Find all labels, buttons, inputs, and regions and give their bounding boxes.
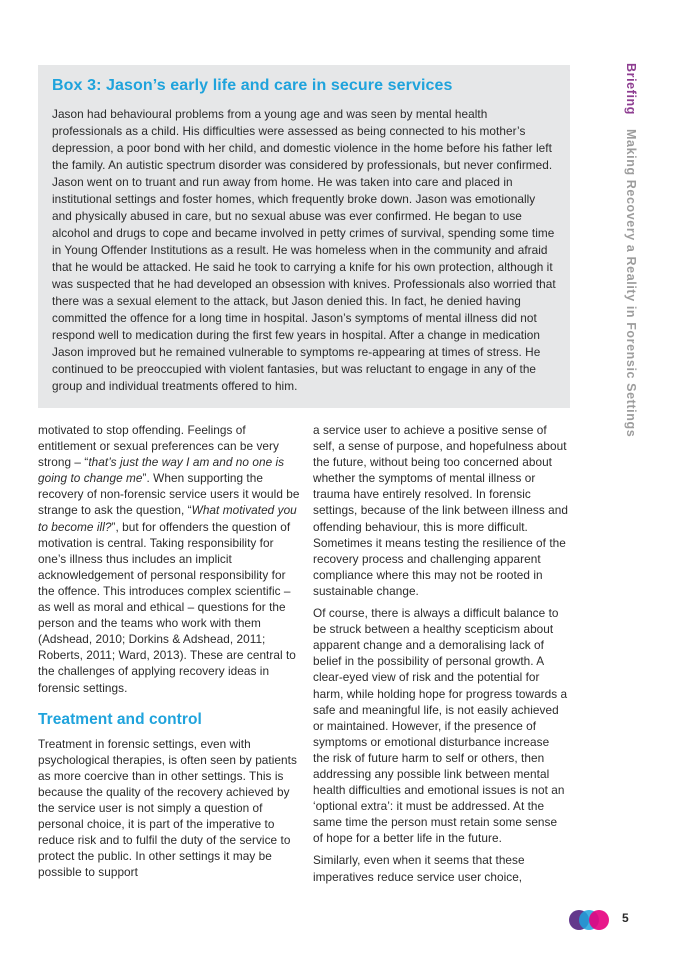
case-study-heading: Box 3: Jason’s early life and care in secure services xyxy=(52,77,453,94)
running-header-title: Making Recovery a Reality in Forensic Settings xyxy=(624,129,638,438)
brand-logo-icon xyxy=(568,909,610,931)
left-p1-text-c: ”, but for offenders the question of motivation is central. Taking responsibility for one’s illness thus includes an implicit acknowledgement of personal responsibility for the offence. This introduces complex scientific – as well as moral and ethical – questions for the person and the teams who work with them (Adshead, 2010; Dorkins & Adshead, 2011; Roberts, 2011; Ward, 2013). These are central to the challenges of applying recovery ideas in forensic settings. xyxy=(38,519,296,695)
left-p1-text-b: ”. When supporting the recovery of non-forensic service users it would be strange to ask the question, “ xyxy=(38,471,300,518)
right-paragraph-3: Similarly, even when it seems that these imperatives reduce service user choice, xyxy=(313,853,525,884)
running-header xyxy=(621,63,641,443)
running-header-section: Briefing xyxy=(624,63,638,116)
page-number: 5 xyxy=(622,911,629,925)
left-p1-text-a: motivated to stop offending. Feelings of entitlement or sexual preferences can be very strong – “ xyxy=(38,423,279,470)
right-paragraph-1: a service user to achieve a positive sense of self, a sense of purpose, and hopefulness about the future, without being too concerned about whether the symptoms of mental illness or trauma have entirely resolved. In forensic settings, because of the link between illness and offending behaviour, this is more difficult. Sometimes it means testing the resilience of the recovery process and challenging apparent compliance where this may not be rooted in sustainable change. xyxy=(313,423,568,598)
left-paragraph-2: Treatment in forensic settings, even with psychological therapies, is often seen by patients as more coercive than in other settings. This is because the quality of the recovery achieved by the service user is not simply a question of personal choice, it is part of the imperative to reduce risk and to fulfil the duty of the service to protect the public. In other settings it may be possible to support xyxy=(38,736,297,880)
left-p1-quote: that’s just the way I am and no one is going to change me xyxy=(38,455,285,486)
left-column xyxy=(38,422,300,887)
section-heading: Treatment and control xyxy=(38,710,202,728)
case-study-body: Jason had behavioural problems from a young age and was seen by mental health professionals as a child. His difficulties were assessed as being connected to his mother’s depression, a poor bond with her child, and domestic violence in the home before his father left the family. An autistic spectrum disorder was considered by professionals, but never confirmed. Jason went on to truant and run away from home. He was taken into care and placed in institutional settings and foster homes, which frequently broke down. Jason was emotionally and physically abused in care, but no sexual abuse was ever confirmed. He began to use alcohol and drugs to cope and became involved in petty crimes of survival, spending some time in Young Offender Institutions as a result. He was homeless when in the community and afraid that he would be attacked. He said he took to carrying a knife for his own protection, although it was suspected that he had developed an obsession with knives. Professionals also worried that there was a sexual element to the attack, but Jason denied this. In fact, he denied having committed the offence for a long time in hospital. Jason’s symptoms of mental illness did not respond well to medication during the first few years in hospital. After a change in medication Jason improved but he remained vulnerable to symptoms re-appearing at times of stress. He continued to be preoccupied with violent fantasies, but was reluctant to engage in any of the group and individual treatments offered to him. xyxy=(52,107,556,393)
left-paragraph-1 xyxy=(38,422,300,696)
left-p1-quote-2: What motivated you to become ill? xyxy=(38,503,297,534)
right-column xyxy=(313,422,568,891)
case-study-box xyxy=(38,65,570,408)
right-paragraph-2: Of course, there is always a difficult balance to be struck between a healthy scepticism about apparent change and a demoralising lack of belief in the possibility of personal growth. A clear-eyed view of risk and the potential for harm, while holding hope for progress towards a safe and meaningful life, is not easily achieved or maintained. However, if the presence of symptoms or emotional disturbance increase the risk of future harm to self or others, then addressing any possible link between mental health difficulties and emotional issues is not an ‘optional extra’: it must be addressed. At the same time the person must retain some sense of hope for a better life in the future. xyxy=(313,606,568,846)
